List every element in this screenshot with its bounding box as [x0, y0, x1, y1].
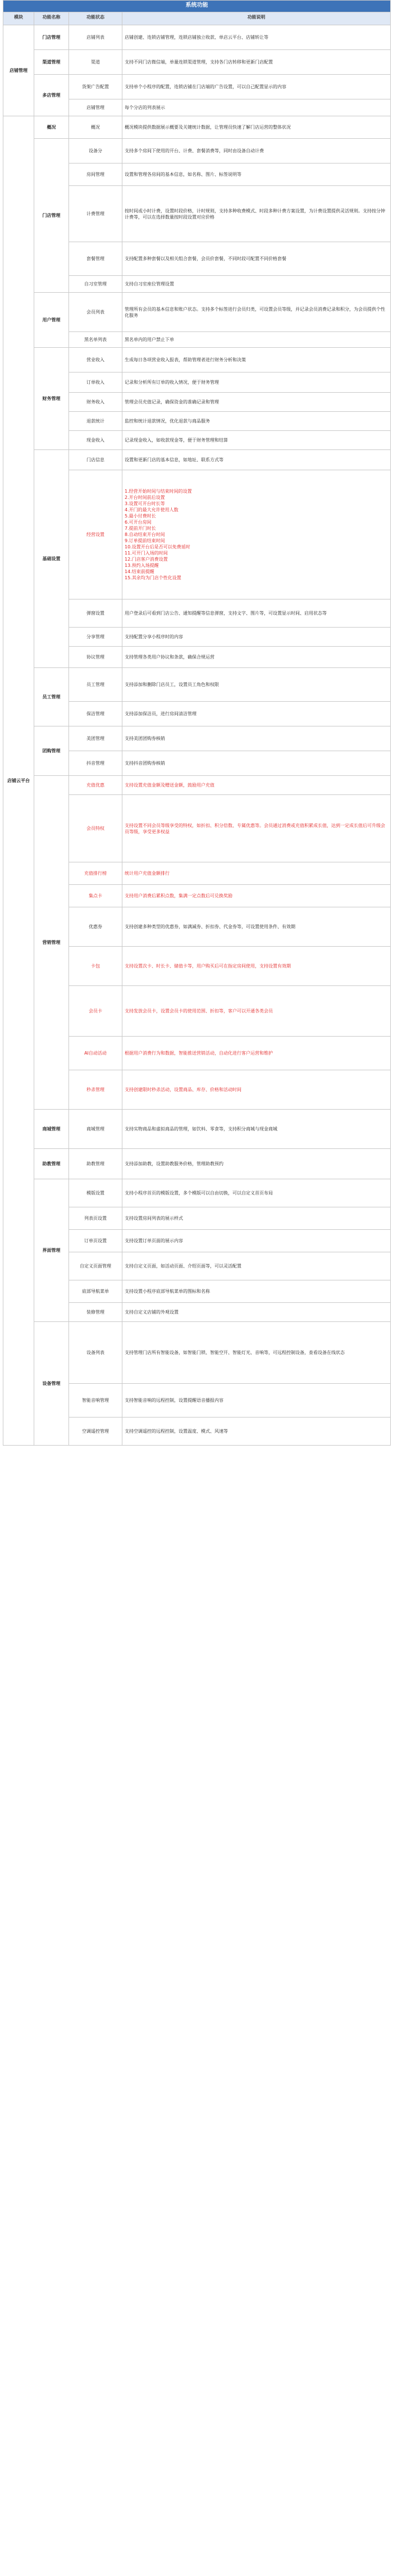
function-status-cell: 会员特权	[69, 795, 122, 862]
function-description-cell: 支持管理门店所有智能设备，如智能门锁、智能空开、智能灯光、音响等，可远程控制设备，查看设备在线状态	[122, 1322, 391, 1384]
function-status-cell: 现金收入	[69, 431, 122, 450]
function-status-cell: 底部导航菜单	[69, 1280, 122, 1303]
function-description-cell: 记录现金收入，如收款现金等，便于财务管理和结算	[122, 431, 391, 450]
function-status-cell: 卡包	[69, 947, 122, 986]
function-description-cell: 支持添加助教，设置助教服务价格，管理助教预约	[122, 1149, 391, 1179]
function-description-cell: 根据用户消费行为和数据，智能推送营销活动，自动化进行客户运营和维护	[122, 1037, 391, 1070]
module-cell: 店铺云平台	[3, 116, 34, 1446]
function-status-cell: 商城管理	[69, 1110, 122, 1149]
function-description-cell: 支持小程序首页的模版设置，多个模版可以自由切换，可以自定义首页布局	[122, 1179, 391, 1207]
table-row	[3, 1149, 391, 1179]
function-status-cell: 营业收入	[69, 348, 122, 372]
function-description-cell: 支持设置次卡、时长卡、储值卡等，用户购买后可在指定房间使用，支持设置有效期	[122, 947, 391, 986]
function-description-cell: 1.经营开始时间与结束时间的设置 2.开台时间前后设置 3.设置可开台时长等 4.开门的最大允许使用人数 5.最小付费时长 6.可开台房间 7.提前开门时长 8.自动结束开台时间 9.订单提前结束时间 10.设置开台后是否可以免费延时 11.可开门入场的时间 12.门店客户消费设置 13.预约入场提醒 14.结束前提醒 15.其余均为门店个性化设置	[122, 470, 391, 599]
header-function-description: 功能说明	[122, 12, 391, 25]
function-name-cell: 渠道管理	[34, 50, 69, 75]
function-description-cell: 概况模块提供数据展示概要及关键统计数据，让管理员快速了解门店运营的整体状况	[122, 116, 391, 139]
function-status-cell: 秒杀管理	[69, 1070, 122, 1110]
table-body	[3, 25, 391, 1446]
table-row	[3, 776, 391, 795]
function-status-cell: AI自动活动	[69, 1037, 122, 1070]
function-name-cell: 财务管理	[34, 348, 69, 450]
table-row	[3, 139, 391, 163]
function-description-cell: 监控和统计退款情况，优化退款与商品服务	[122, 412, 391, 431]
function-status-cell: 订单页设置	[69, 1230, 122, 1252]
function-description-cell: 每个分店的列表展示	[122, 99, 391, 116]
function-name-cell: 设备管理	[34, 1322, 69, 1446]
function-status-cell: 保洁管理	[69, 702, 122, 726]
function-status-cell: 店铺管理	[69, 99, 122, 116]
function-status-cell: 退款统计	[69, 412, 122, 431]
function-status-cell: 集点卡	[69, 885, 122, 907]
table-row	[3, 1322, 391, 1384]
function-status-cell: 货架广告配置	[69, 75, 122, 99]
function-status-cell: 员工管理	[69, 668, 122, 702]
function-status-cell: 装修管理	[69, 1303, 122, 1322]
function-status-cell: 门店信息	[69, 450, 122, 470]
function-status-cell: 设备列表	[69, 1322, 122, 1384]
table-row	[3, 25, 391, 50]
function-status-cell: 美团管理	[69, 726, 122, 751]
function-status-cell: 协议管理	[69, 647, 122, 668]
function-description-cell: 支持自定义店铺的外观设置	[122, 1303, 391, 1322]
function-description-cell: 黑名单内的用户禁止下单	[122, 332, 391, 348]
function-description-cell: 生成每日各项营业收入报表，帮助管理者进行财务分析和决策	[122, 348, 391, 372]
function-description-cell: 支持不同门店微信端，单量连锁渠道管理，支持各门店转移和更新门店配置	[122, 50, 391, 75]
function-description-cell: 支持设置订单页面的展示内容	[122, 1230, 391, 1252]
function-status-cell: 弹窗设置	[69, 599, 122, 628]
table-row	[3, 348, 391, 372]
function-description-cell: 支持创建多种类型的优惠券，如满减券、折扣券、代金券等，可设置使用条件、有效期	[122, 907, 391, 947]
function-description-cell: 支持美团团购券核销	[122, 726, 391, 751]
function-description-cell: 支持智能音响的远程控制，设置提醒语音播报内容	[122, 1384, 391, 1418]
function-description-cell: 支持实物商品和虚拟商品的管理，如饮料、零食等，支持积分商城与现金商城	[122, 1110, 391, 1149]
function-status-cell: 财务收入	[69, 393, 122, 412]
function-name-cell: 商城管理	[34, 1110, 69, 1149]
function-status-cell: 房间管理	[69, 163, 122, 186]
function-status-cell: 套餐管理	[69, 242, 122, 276]
function-name-cell: 团购管理	[34, 726, 69, 776]
function-description-cell: 用户登录后可看到门店公告、通知提醒等信息弹窗，支持文字、图片等，可设置显示时间、启用状态等	[122, 599, 391, 628]
function-status-cell: 充值优惠	[69, 776, 122, 795]
function-description-cell: 支持发放会员卡，设置会员卡的使用范围、折扣等，客户可以开通各类会员	[122, 986, 391, 1037]
table-row	[3, 116, 391, 139]
function-description-cell: 支持配置多种套餐以及相关组合套餐，会员价套餐，不同时段可配置不同价格套餐	[122, 242, 391, 276]
function-status-cell: 列表页设置	[69, 1207, 122, 1230]
function-description-cell: 支持自习室座位管理设置	[122, 276, 391, 293]
function-status-cell: 优惠券	[69, 907, 122, 947]
function-status-cell: 自习室管理	[69, 276, 122, 293]
table-row	[3, 726, 391, 751]
function-status-cell: 计费管理	[69, 186, 122, 242]
function-status-cell: 助教管理	[69, 1149, 122, 1179]
feature-table	[3, 0, 391, 1446]
function-name-cell: 界面管理	[34, 1179, 69, 1322]
function-status-cell: 黑名单列表	[69, 332, 122, 348]
table-row	[3, 1179, 391, 1207]
header-function-name: 功能名称	[34, 12, 69, 25]
function-description-cell: 支持添加保洁员，进行房间清洁管理	[122, 702, 391, 726]
function-description-cell: 支持自定义页面，如活动页面、介绍页面等，可以灵活配置	[122, 1252, 391, 1280]
function-name-cell: 概况	[34, 116, 69, 139]
function-status-cell: 设备分	[69, 139, 122, 163]
table-row	[3, 75, 391, 99]
table-row	[3, 293, 391, 332]
function-status-cell: 订单收入	[69, 372, 122, 393]
function-name-cell: 基础设置	[34, 450, 69, 668]
function-name-cell: 用户管理	[34, 293, 69, 348]
function-status-cell: 自定义页面管理	[69, 1252, 122, 1280]
function-description-cell: 支持空调遥控的远程控制，设置温度、模式、风速等	[122, 1418, 391, 1446]
function-description-cell: 支持添加和删除门店员工，设置员工角色和权限	[122, 668, 391, 702]
function-status-cell: 模版设置	[69, 1179, 122, 1207]
function-description-cell: 设置和管理各房间的基本信息，如名称、图片、标签说明等	[122, 163, 391, 186]
table-row	[3, 50, 391, 75]
function-description-cell: 支持设置不同会员等级享受的特权，如折扣、积分倍数、专属优惠等。会员通过消费或充值积累成长值，达到一定成长值后可升级会员等级，享受更多权益	[122, 795, 391, 862]
function-description-cell: 设置和更新门店的基本信息，如地址、联系方式等	[122, 450, 391, 470]
function-description-cell: 支持管理各类用户协议和条款，确保合规运营	[122, 647, 391, 668]
function-description-cell: 支持设置房间列表的展示样式	[122, 1207, 391, 1230]
function-status-cell: 店铺列表	[69, 25, 122, 50]
function-name-cell: 多店管理	[34, 75, 69, 116]
function-description-cell: 支持抖音团购券核销	[122, 751, 391, 776]
function-status-cell: 空调遥控管理	[69, 1418, 122, 1446]
table-title: 系统功能	[3, 1, 391, 12]
function-status-cell: 概况	[69, 116, 122, 139]
function-description-cell: 记录和分析所有订单的收入情况，便于财务管理	[122, 372, 391, 393]
function-name-cell: 营销管理	[34, 776, 69, 1110]
function-status-cell: 渠道	[69, 50, 122, 75]
function-status-cell: 抖音管理	[69, 751, 122, 776]
function-description-cell: 支持单个小程序的配置，连锁店铺在门店端的广告设置，可以自己配置显示的内容	[122, 75, 391, 99]
function-description-cell: 支持创建限时秒杀活动，设置商品、库存、价格和活动时间	[122, 1070, 391, 1110]
function-description-cell: 统计用户充值金额排行	[122, 862, 391, 885]
function-status-cell: 充值排行榜	[69, 862, 122, 885]
function-status-cell: 会员列表	[69, 293, 122, 332]
header-function-status: 功能状态	[69, 12, 122, 25]
function-description-cell: 支持配置分享小程序时的内容	[122, 628, 391, 647]
table-row	[3, 1110, 391, 1149]
function-description-cell: 店铺创建、连锁店铺管理，连锁店铺独立收款、单店云平台、店铺转让等	[122, 25, 391, 50]
function-name-cell: 员工管理	[34, 668, 69, 726]
function-name-cell: 门店管理	[34, 139, 69, 293]
function-description-cell: 支持多个房间下使用的开台、计费、套餐消费等，同时由设备自动计费	[122, 139, 391, 163]
function-description-cell: 管理所有会员的基本信息和账户状态。支持多个标签进行会员归类，可设置会员等级，并记录会员消费记录和积分，为会员提供个性化服务	[122, 293, 391, 332]
function-description-cell: 支持设置小程序底部导航菜单的图标和名称	[122, 1280, 391, 1303]
function-status-cell: 智能音响管理	[69, 1384, 122, 1418]
function-description-cell: 管理会员充值记录，确保资金的准确记录和管理	[122, 393, 391, 412]
table-row	[3, 450, 391, 470]
function-description-cell: 按时间或小时计费，设置时段价格，计时规则，支持多种收费模式、时段多种计费方案设置，为计费设置提供灵活规则。支持按分钟计费等，可以在选择数量按时段设置对应价格	[122, 186, 391, 242]
function-status-cell: 会员卡	[69, 986, 122, 1037]
module-cell: 店铺管理	[3, 25, 34, 116]
header-module: 模块	[3, 12, 34, 25]
function-description-cell: 支持设置充值金额及赠送金额，鼓励用户充值	[122, 776, 391, 795]
function-name-cell: 助教管理	[34, 1149, 69, 1179]
function-status-cell: 经营设置	[69, 470, 122, 599]
function-status-cell: 分享管理	[69, 628, 122, 647]
function-name-cell: 门店管理	[34, 25, 69, 50]
function-description-cell: 支持用户消费后累积点数，集满一定点数后可兑换奖励	[122, 885, 391, 907]
table-row	[3, 668, 391, 702]
